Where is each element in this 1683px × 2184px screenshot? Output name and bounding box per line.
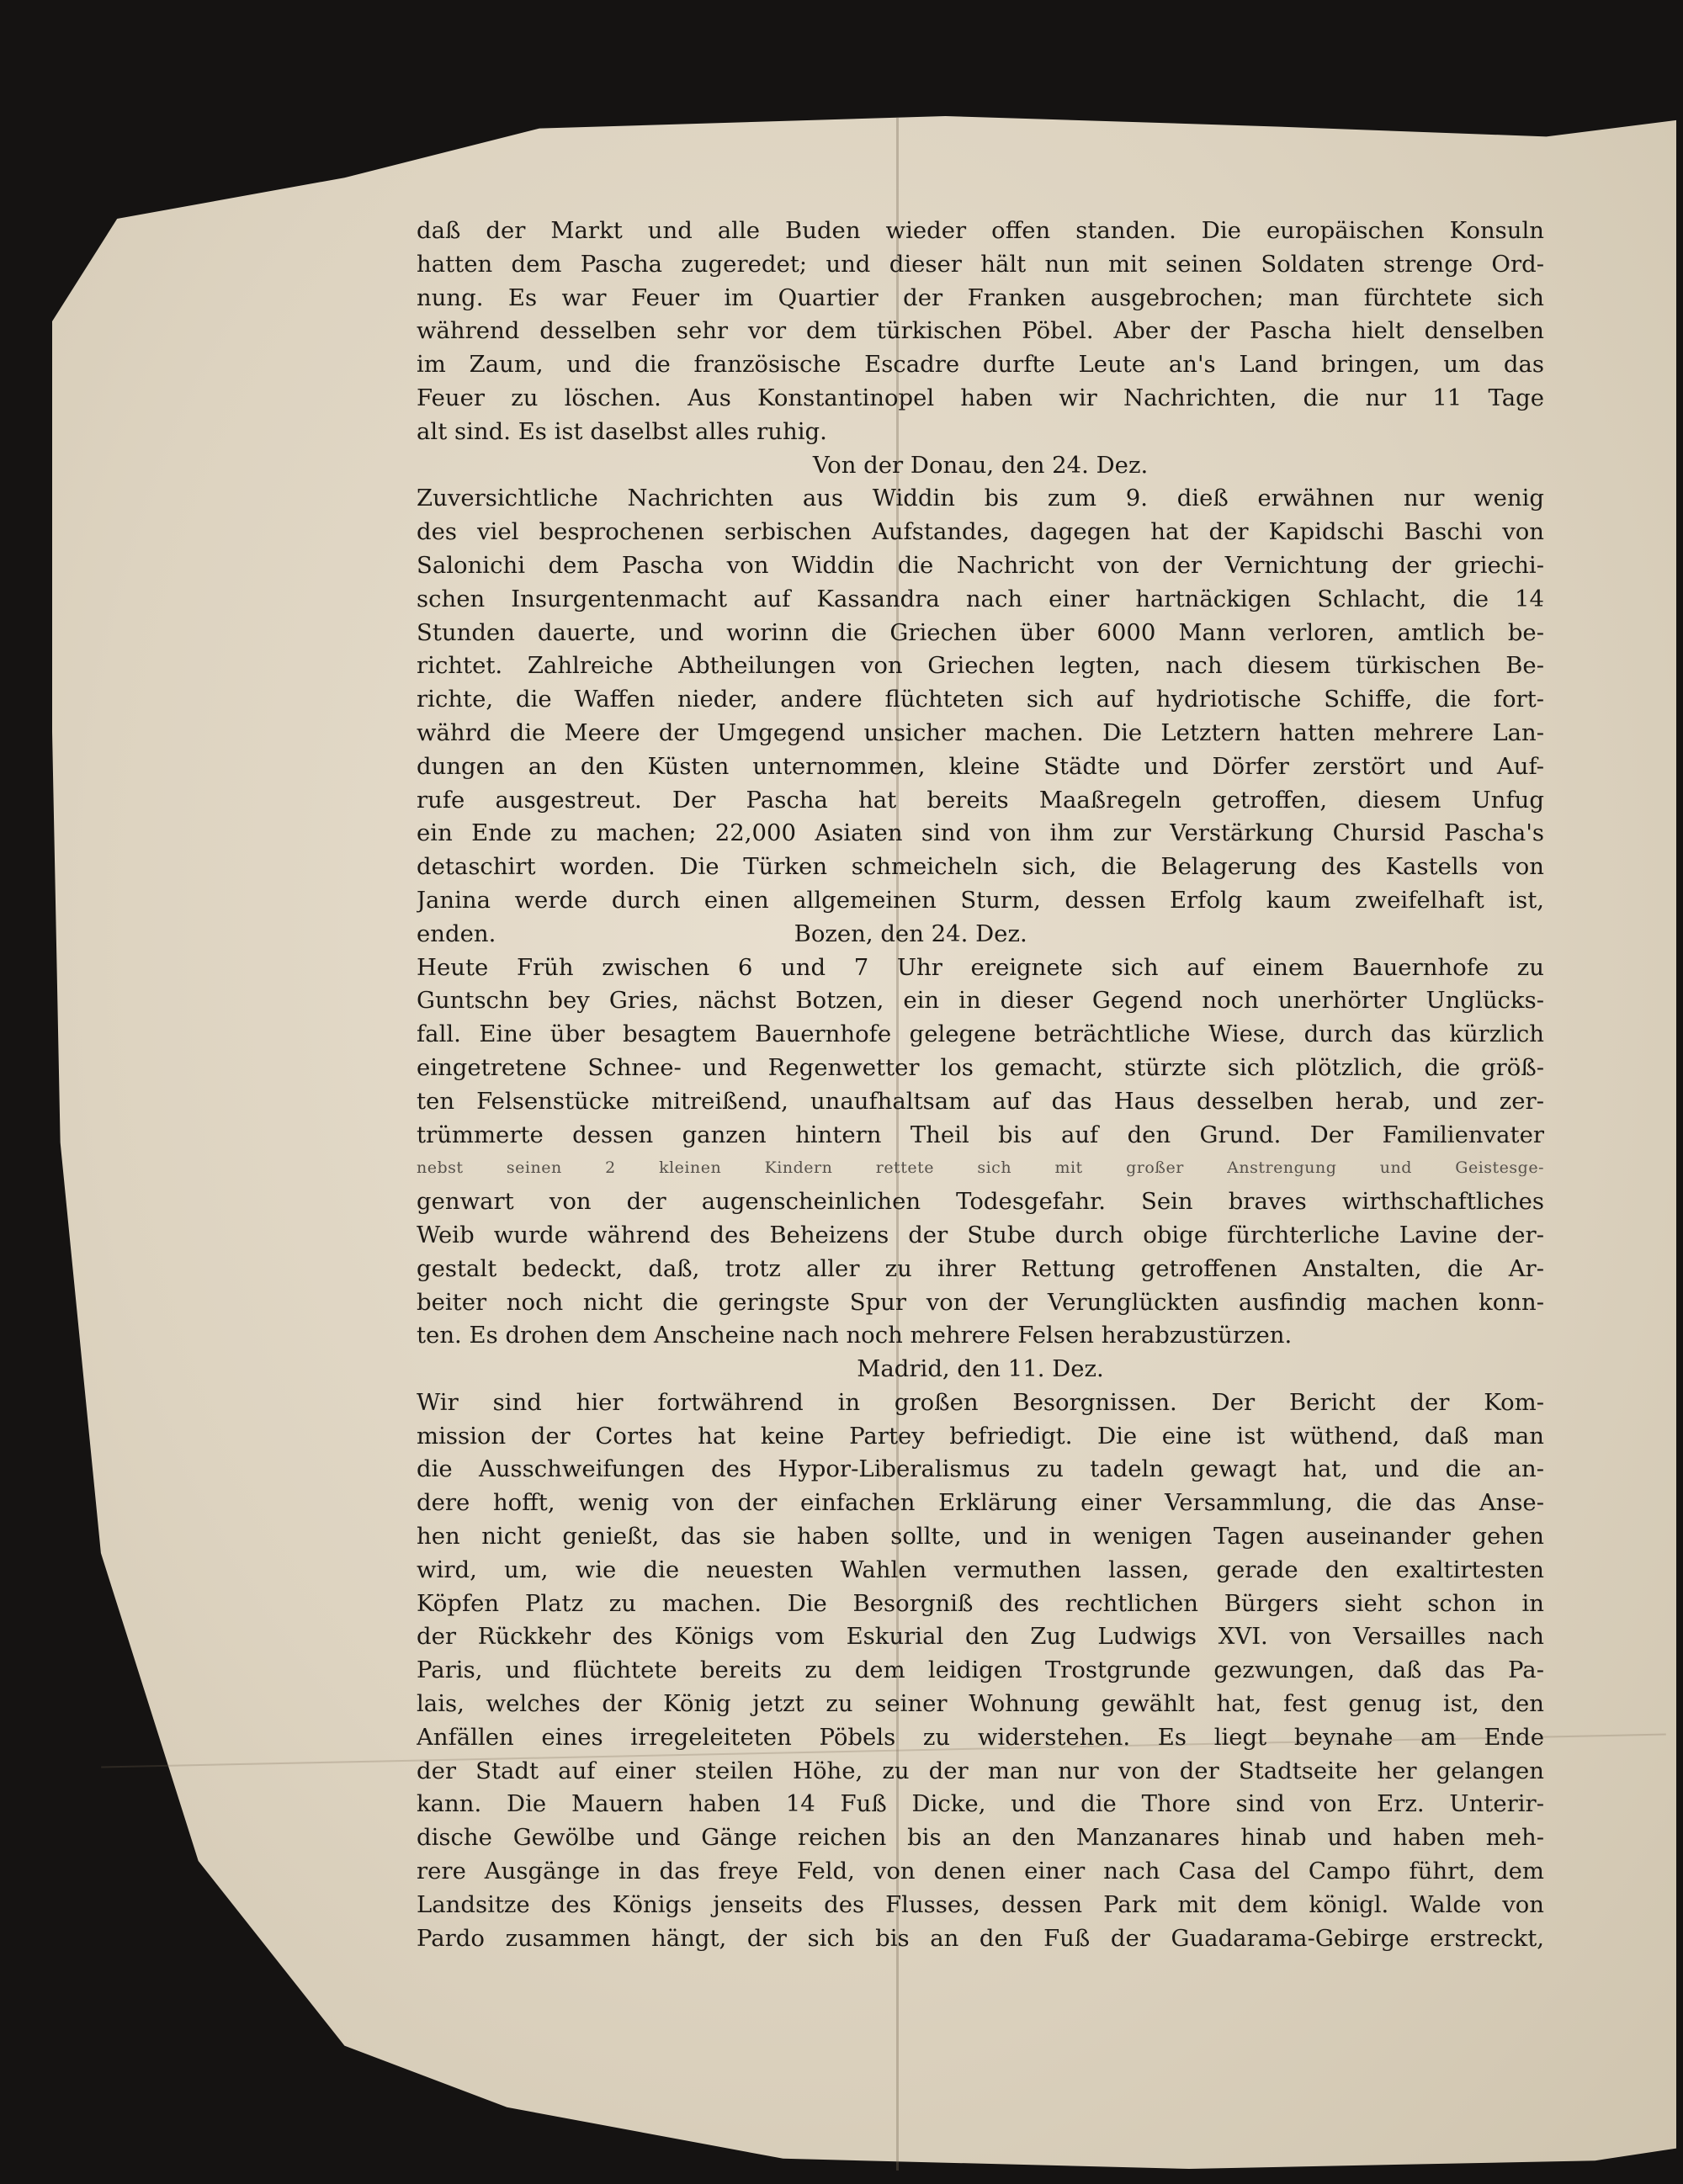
text-line: trümmerte dessen ganzen hintern Theil bis auf den Grund. Der Familienvater	[417, 1121, 1544, 1148]
dateline-danube: Von der Donau, den 24. Dez.	[812, 451, 1149, 479]
text-line: die Ausschweifungen des Hypor-Liberalismus zu tadeln gewagt hat, und die an-	[417, 1455, 1544, 1483]
text-line: rufe ausgestreut. Der Pascha hat bereits Maaßregeln getroffen, diesem Unfug	[417, 786, 1544, 814]
text-line: Weib wurde während des Beheizens der Stube durch obige fürchterliche Lavine der-	[417, 1221, 1544, 1248]
text-line: mission der Cortes hat keine Partey befriedigt. Die eine ist wüthend, daß man	[417, 1422, 1544, 1450]
text-line: der Rückkehr des Königs vom Eskurial den Zug Ludwigs XVI. von Versailles nach	[417, 1623, 1544, 1651]
dateline-madrid: Madrid, den 11. Dez.	[857, 1355, 1104, 1383]
article-body	[417, 215, 1544, 1955]
text-line: Wir sind hier fortwährend in großen Besorgnissen. Der Bericht der Kom-	[417, 1388, 1544, 1416]
text-line: kann. Die Mauern haben 14 Fuß Dicke, und die Thore sind von Erz. Unterir-	[417, 1790, 1544, 1818]
text-line: rere Ausgänge in das freye Feld, von denen einer nach Casa del Campo führt, dem	[417, 1858, 1544, 1885]
text-line: lais, welches der König jetzt zu seiner Wohnung gewählt hat, fest genug ist, den	[417, 1690, 1544, 1718]
section-break	[417, 918, 1544, 952]
text-line: hatten dem Pascha zugeredet; und dieser hält nun mit seinen Soldaten strenge Ord-	[417, 250, 1544, 278]
text-line: der Stadt auf einer steilen Höhe, zu der man nur von der Stadtseite her gelangen	[417, 1757, 1544, 1784]
text-line: nung. Es war Feuer im Quartier der Franken ausgebrochen; man fürchtete sich	[417, 284, 1544, 311]
text-line: daß der Markt und alle Buden wieder offen standen. Die europäischen Konsuln	[417, 217, 1544, 244]
text-line-end: enden.	[417, 920, 496, 947]
text-line: währd die Meere der Umgegend unsicher machen. Die Letztern hatten mehrere Lan-	[417, 718, 1544, 746]
text-line: eingetretene Schnee- und Regenwetter los gemacht, stürzte sich plötzlich, die größ-	[417, 1053, 1544, 1081]
text-line: hen nicht genießt, das sie haben sollte, und in wenigen Tagen auseinander gehen	[417, 1523, 1544, 1551]
text-line: Zuversichtliche Nachrichten aus Widdin bis zum 9. dieß erwähnen nur wenig	[417, 485, 1544, 512]
text-line: fall. Eine über besagtem Bauernhofe gelegene beträchtliche Wiese, durch das kürzlich	[417, 1020, 1544, 1048]
text-line: wird, um, wie die neuesten Wahlen vermuthen lassen, gerade den exaltirtesten	[417, 1556, 1544, 1583]
text-line: Feuer zu löschen. Aus Konstantinopel haben wir Nachrichten, die nur 11 Tage	[417, 384, 1544, 411]
text-line: alt sind. Es ist daselbst alles ruhig.	[417, 417, 827, 445]
text-line: Landsitze des Königs jenseits des Flusses, dessen Park mit dem königl. Walde von	[417, 1890, 1544, 1918]
text-line: Köpfen Platz zu machen. Die Besorgniß des rechtlichen Bürgers sieht schon in	[417, 1589, 1544, 1617]
text-line: gestalt bedeckt, daß, trotz aller zu ihrer Rettung getroffenen Anstalten, die Ar-	[417, 1254, 1544, 1282]
text-line: Anfällen eines irregeleiteten Pöbels zu widerstehen. Es liegt beynahe am Ende	[417, 1723, 1544, 1751]
text-line: beiter noch nicht die geringste Spur von der Verunglückten ausfindig machen konn-	[417, 1288, 1544, 1316]
text-line: im Zaum, und die französische Escadre durfte Leute an's Land bringen, um das	[417, 351, 1544, 379]
text-line-faint: nebst seinen 2 kleinen Kindern rettete sich mit großer Anstrengung und Geistesge-	[417, 1158, 1544, 1178]
text-line: dungen an den Küsten unternommen, kleine Städte und Dörfer zerstört und Auf-	[417, 752, 1544, 780]
dateline-bozen: Bozen, den 24. Dez.	[794, 920, 1027, 947]
text-line: Janina werde durch einen allgemeinen Sturm, dessen Erfolg kaum zweifelhaft ist,	[417, 886, 1544, 914]
text-line: ein Ende zu machen; 22,000 Asiaten sind von ihm zur Verstärkung Chursid Pascha's	[417, 819, 1544, 847]
text-line: richte, die Waffen nieder, andere flüchteten sich auf hydriotische Schiffe, die fort-	[417, 686, 1544, 713]
text-line: genwart von der augenscheinlichen Todesgefahr. Sein braves wirthschaftliches	[417, 1188, 1544, 1216]
text-line: Pardo zusammen hängt, der sich bis an den Fuß der Guadarama-Gebirge erstreckt,	[417, 1924, 1544, 1952]
text-line: während desselben sehr vor dem türkischen Pöbel. Aber der Pascha hielt denselben	[417, 317, 1544, 345]
text-line: Heute Früh zwischen 6 und 7 Uhr ereignete sich auf einem Bauernhofe zu	[417, 953, 1544, 981]
text-line: detaschirt worden. Die Türken schmeicheln sich, die Belagerung des Kastells von	[417, 853, 1544, 881]
text-line: dere hofft, wenig von der einfachen Erklärung einer Versammlung, die das Anse-	[417, 1489, 1544, 1517]
text-line: Guntschn bey Gries, nächst Botzen, ein in dieser Gegend noch unerhörter Unglücks-	[417, 987, 1544, 1015]
text-line: Stunden dauerte, und worinn die Griechen über 6000 Mann verloren, amtlich be-	[417, 618, 1544, 646]
text-line: Salonichi dem Pascha von Widdin die Nachricht von der Vernichtung der griechi-	[417, 551, 1544, 579]
text-line: schen Insurgentenmacht auf Kassandra nach einer hartnäckigen Schlacht, die 14	[417, 585, 1544, 612]
text-line: dische Gewölbe und Gänge reichen bis an den Manzanares hinab und haben meh-	[417, 1824, 1544, 1852]
text-line: des viel besprochenen serbischen Aufstandes, dagegen hat der Kapidschi Baschi von	[417, 518, 1544, 546]
text-line: richtet. Zahlreiche Abtheilungen von Griechen legten, nach diesem türkischen Be-	[417, 652, 1544, 680]
text-line: Paris, und flüchtete bereits zu dem leidigen Trostgrunde gezwungen, daß das Pa-	[417, 1657, 1544, 1684]
text-line: ten. Es drohen dem Anscheine nach noch mehrere Felsen herabzustürzen.	[417, 1322, 1293, 1349]
text-line: ten Felsenstücke mitreißend, unaufhaltsam auf das Haus desselben herab, und zer-	[417, 1087, 1544, 1115]
